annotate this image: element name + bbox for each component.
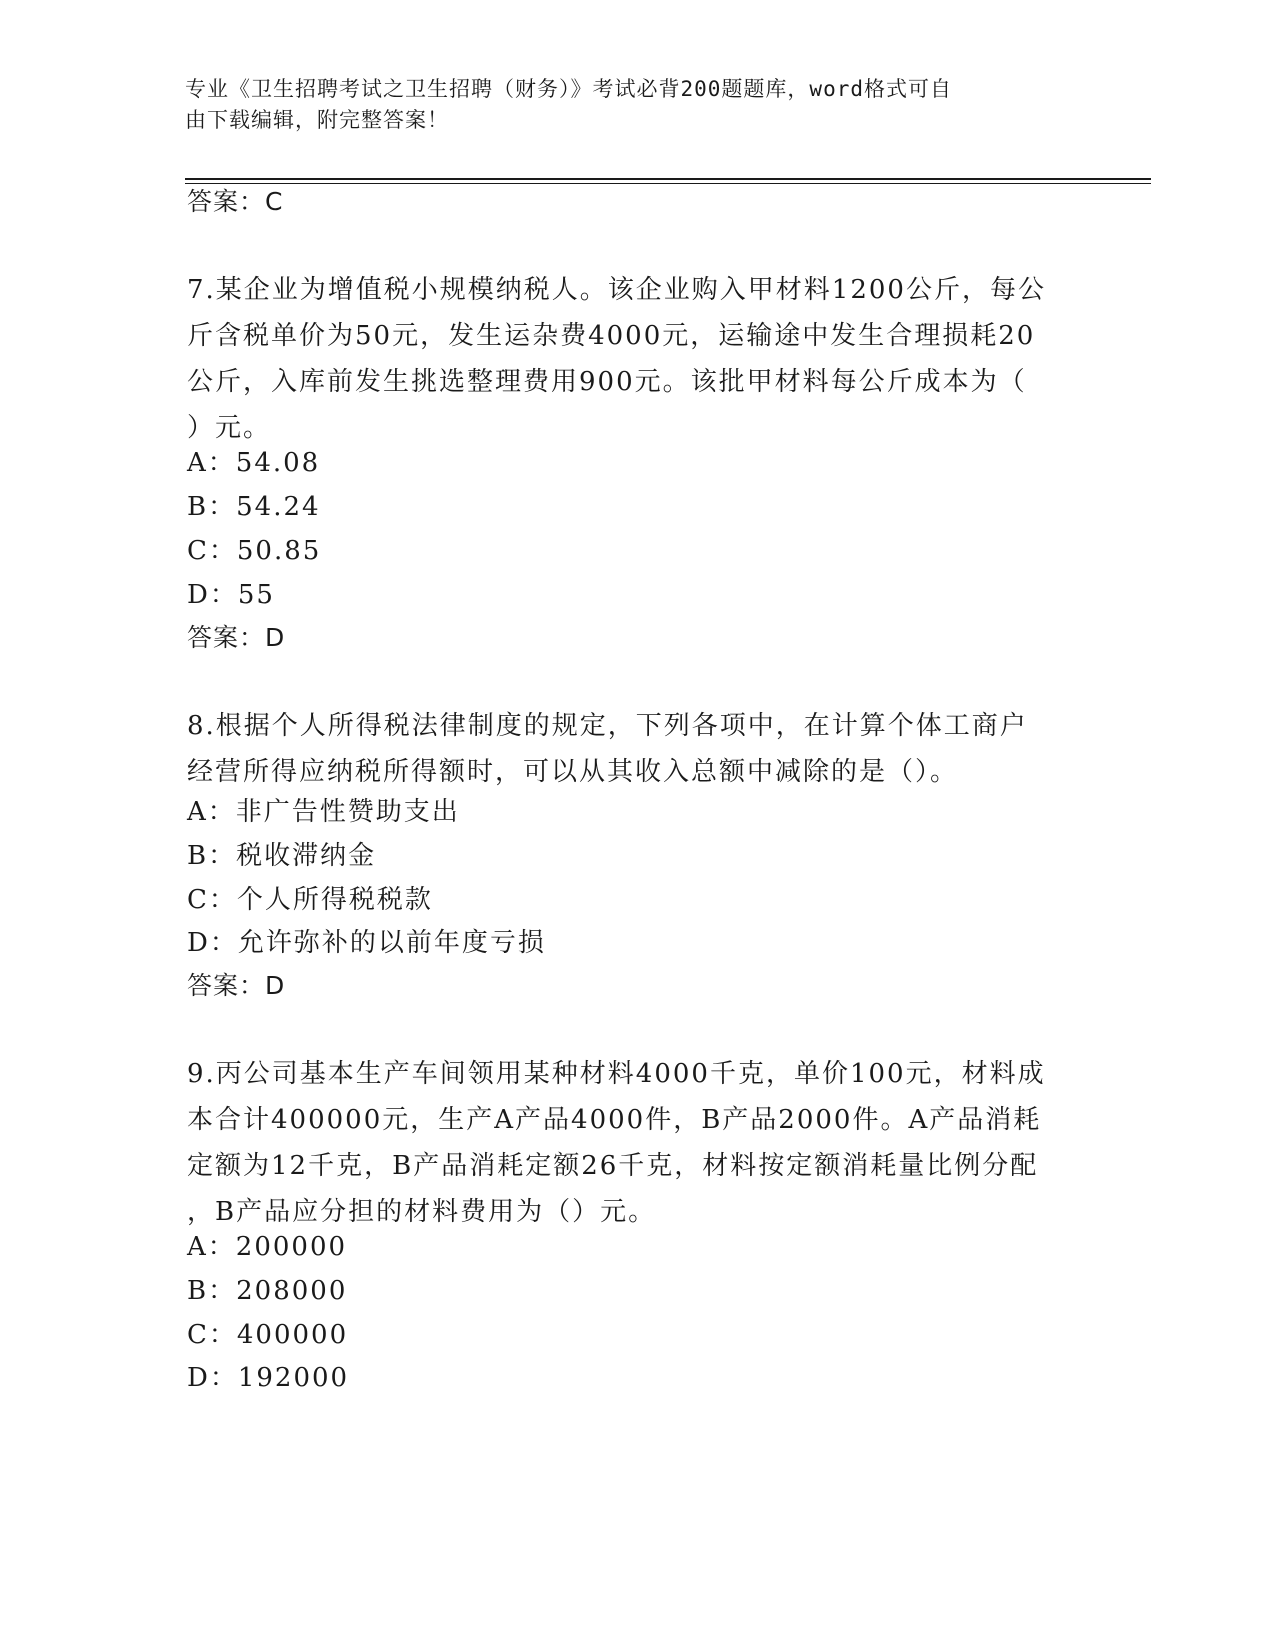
- answer-previous: 答案：C: [187, 187, 284, 216]
- question-9-option-d: D：192000: [187, 1363, 350, 1393]
- header-line-2: 由下载编辑，附完整答案！: [185, 108, 449, 132]
- question-7-option-b: B：54.24: [187, 492, 321, 522]
- question-7-option-a: A：54.08: [187, 448, 321, 478]
- question-8-answer: 答案：D: [187, 971, 286, 1000]
- header-line-1: 专业《卫生招聘考试之卫生招聘（财务）》考试必背200题题库，word格式可自: [185, 77, 952, 101]
- question-line: 9.丙公司基本生产车间领用某种材料4000千克，单价100元，材料成: [187, 1059, 1046, 1089]
- question-9-option-b: B：208000: [187, 1276, 348, 1306]
- question-7-option-d: D：55: [187, 580, 275, 610]
- question-line: 经营所得应纳税所得额时，可以从其收入总额中减除的是（）。: [187, 757, 959, 787]
- question-line: 定额为12千克，B产品消耗定额26千克，材料按定额消耗量比例分配: [187, 1151, 1039, 1181]
- question-7-option-c: C：50.85: [187, 536, 322, 566]
- header-divider-thick: [185, 178, 1151, 180]
- question-7-text: [187, 267, 1067, 451]
- question-7-answer: 答案：D: [187, 623, 286, 652]
- question-line: 8.根据个人所得税法律制度的规定，下列各项中，在计算个体工商户: [187, 711, 1028, 741]
- question-8-option-c: C：个人所得税税款: [187, 885, 433, 915]
- question-8-option-d: D：允许弥补的以前年度亏损: [187, 928, 546, 958]
- question-line: ，B产品应分担的材料费用为（）元。: [187, 1197, 657, 1227]
- question-8-option-b: B：税收滞纳金: [187, 841, 377, 871]
- question-8-option-a: A：非广告性赞助支出: [187, 797, 460, 827]
- question-9-option-c: C：400000: [187, 1320, 349, 1350]
- question-9-text: [187, 1051, 1067, 1235]
- question-line: 斤含税单价为50元，发生运杂费4000元，运输途中发生合理损耗20: [187, 321, 1036, 351]
- question-9-option-a: A：200000: [187, 1232, 348, 1262]
- header-divider-thin: [185, 183, 1151, 184]
- document-header: [185, 74, 1065, 136]
- question-line: 公斤，入库前发生挑选整理费用900元。该批甲材料每公斤成本为（: [187, 367, 1027, 397]
- question-line: 7.某企业为增值税小规模纳税人。该企业购入甲材料1200公斤，每公: [187, 275, 1046, 305]
- question-8-text: [187, 703, 1067, 795]
- question-line: 本合计400000元，生产A产品4000件，B产品2000件。A产品消耗: [187, 1105, 1042, 1135]
- question-line: ）元。: [187, 413, 272, 443]
